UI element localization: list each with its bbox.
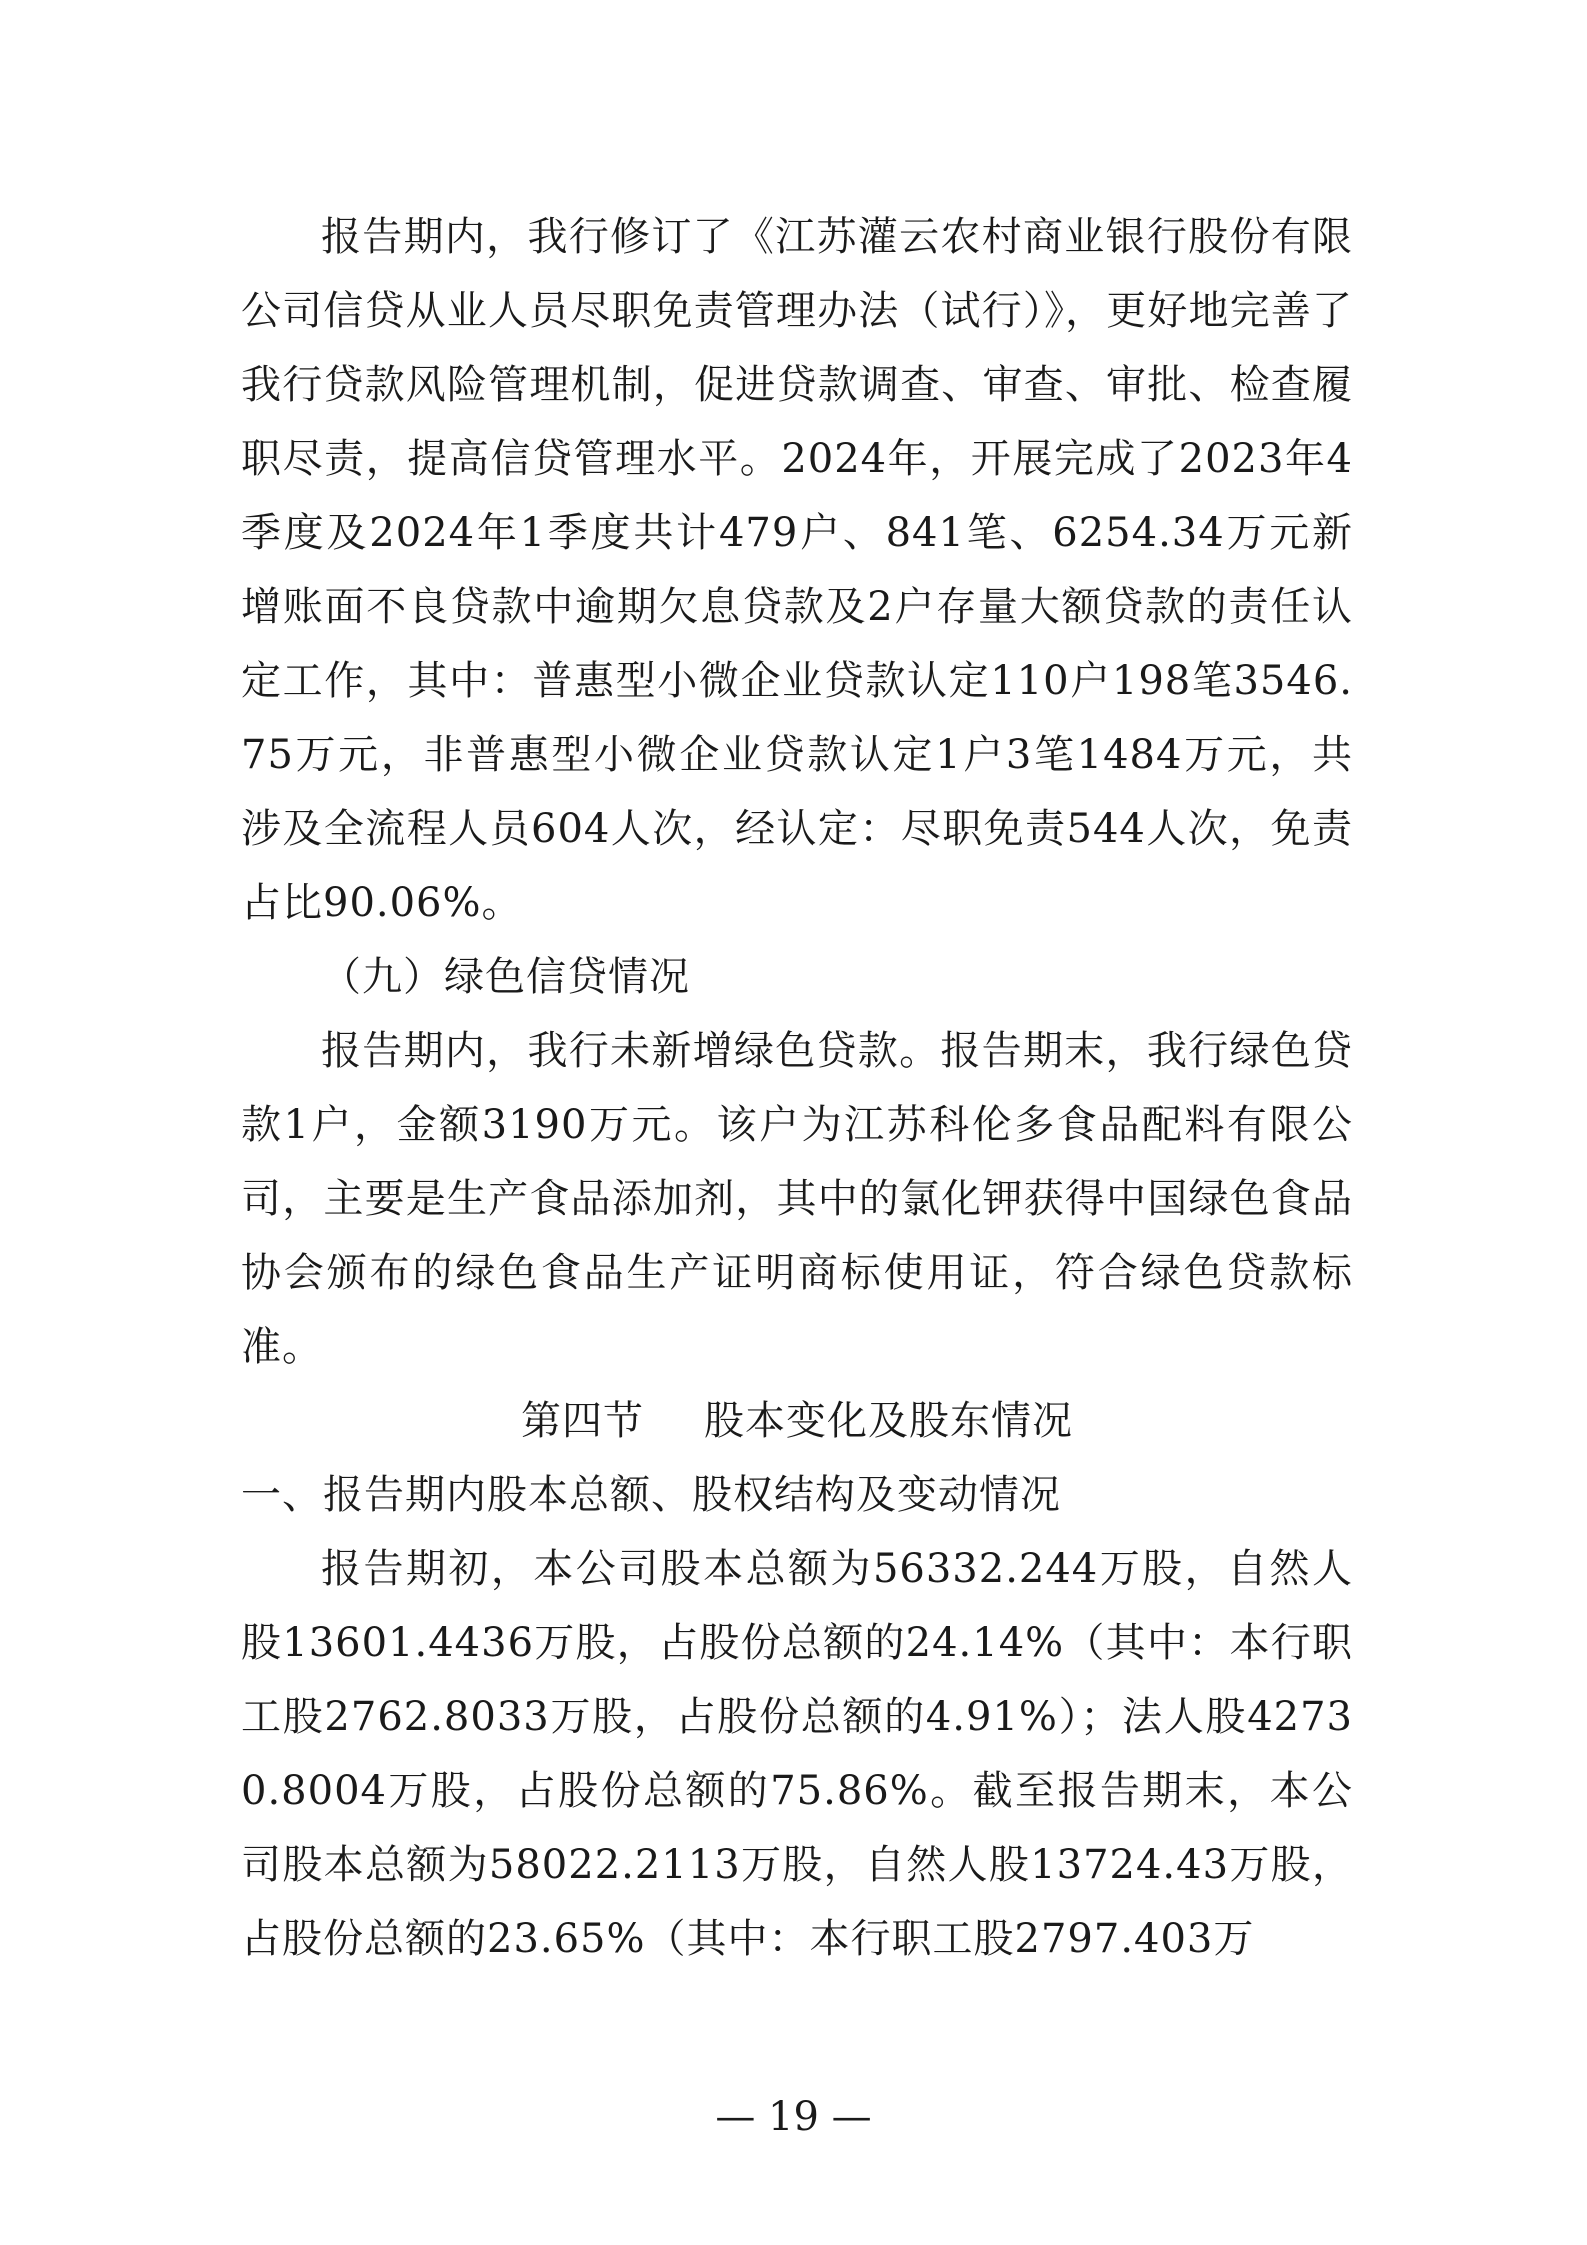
paragraph-green-credit: 报告期内，我行未新增绿色贷款。报告期末，我行绿色贷款1户，金额3190万元。该户为江苏科伦多食品配料有限公司，主要是生产食品添加剂，其中的氯化钾获得中国绿色食品协会颁布的绿色食品生产证明商标使用证，符合绿色贷款标准。: [241, 1028, 1353, 1370]
paragraph-due-diligence: 报告期内，我行修订了《江苏灌云农村商业银行股份有限公司信贷从业人员尽职免责管理办法（试行）》，更好地完善了我行贷款风险管理机制，促进贷款调查、审查、审批、检查履职尽责，提高信贷管理水平。2024年，开展完成了2023年4季度及2024年1季度共计479户、841笔、6254.34万元新增账面不良贷款中逾期欠息贷款及2户存量大额贷款的责任认定工作，其中：普惠型小微企业贷款认定110户198笔3546.75万元，非普惠型小微企业贷款认定1户3笔1484万元，共涉及全流程人员604人次，经认定：尽职免责544人次，免责占比90.06%。: [241, 214, 1353, 926]
heading-equity-structure: 一、报告期内股本总额、股权结构及变动情况: [241, 1472, 1061, 1518]
section-title-number: 第四节: [521, 1398, 644, 1444]
section-title-text: 股本变化及股东情况: [704, 1398, 1073, 1444]
paragraph-equity: 报告期初，本公司股本总额为56332.244万股，自然人股13601.4436万股，占股份总额的24.14%（其中：本行职工股2762.8033万股，占股份总额的4.91%）；法人股42730.8004万股，占股份总额的75.86%。截至报告期末，本公司股本总额为58022.2113万股，自然人股13724.43万股，占股份总额的23.65%（其中：本行职工股2797.403万: [241, 1546, 1353, 1962]
section-title: [241, 1384, 1353, 1458]
page-content: [241, 200, 1353, 1976]
page-number: — 19 —: [715, 2094, 872, 2140]
subheading-green-credit: （九）绿色信贷情况: [321, 954, 690, 1000]
